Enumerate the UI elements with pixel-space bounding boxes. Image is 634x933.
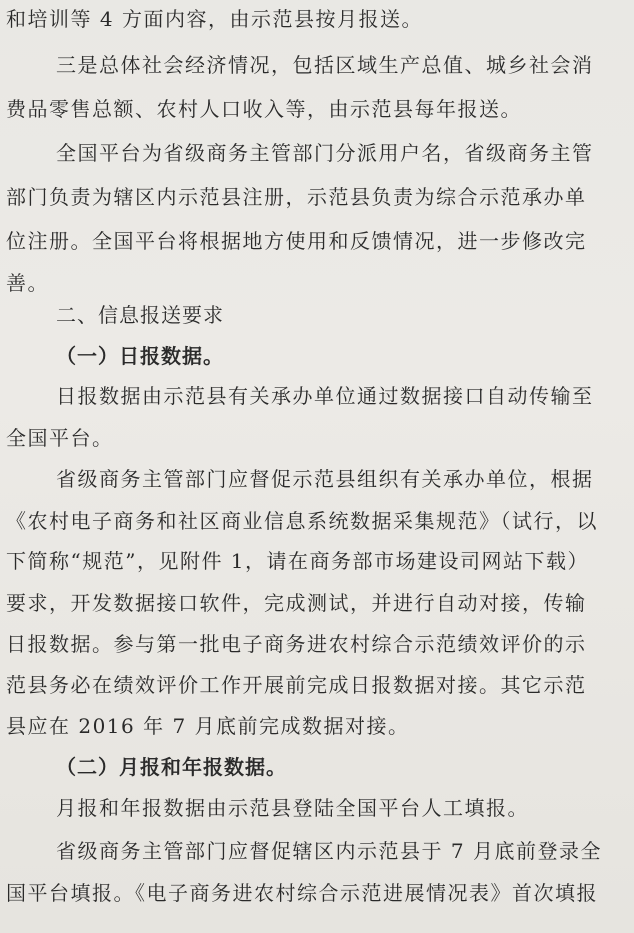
- text-line-2: 三是总体社会经济情况，包括区域生产总值、城乡社会消: [56, 53, 594, 77]
- text-line-3: 费品零售总额、农村人口收入等，由示范县每年报送。: [6, 97, 522, 121]
- text-line-14: 下简称“规范”，见附件 1，请在商务部市场建设司网站下载）: [6, 549, 590, 573]
- text-line-6: 位注册。全国平台将根据地方使用和反馈情况，进一步修改完: [6, 229, 587, 253]
- text-line-10: 日报数据由示范县有关承办单位通过数据接口自动传输至: [56, 384, 594, 408]
- text-line-7: 善。: [6, 271, 49, 295]
- text-line-13: 《农村电子商务和社区商业信息系统数据采集规范》（试行，以: [6, 509, 598, 533]
- text-line-22: 国平台填报。《电子商务进农村综合示范进展情况表》首次填报: [6, 881, 598, 905]
- text-line-16: 日报数据。参与第一批电子商务进农村综合示范绩效评价的示: [6, 632, 587, 656]
- text-line-20: 月报和年报数据由示范县登陆全国平台人工填报。: [56, 796, 529, 820]
- text-line-5: 部门负责为辖区内示范县注册，示范县负责为综合示范承办单: [6, 185, 587, 209]
- text-line-21: 省级商务主管部门应督促辖区内示范县于 7 月底前登录全: [56, 839, 602, 863]
- text-line-4: 全国平台为省级商务主管部门分派用户名，省级商务主管: [56, 141, 594, 165]
- text-line-12: 省级商务主管部门应督促示范县组织有关承办单位，根据: [56, 467, 594, 491]
- text-line-11: 全国平台。: [6, 426, 114, 450]
- subsection-heading-2: （二）月报和年报数据。: [56, 755, 287, 779]
- subsection-heading-1: （一）日报数据。: [56, 344, 224, 368]
- text-line-17: 范县务必在绩效评价工作开展前完成日报数据对接。其它示范: [6, 673, 587, 697]
- text-line-1: 和培训等 4 方面内容，由示范县按月报送。: [6, 7, 423, 31]
- text-line-18: 县应在 2016 年 7 月底前完成数据对接。: [6, 714, 410, 738]
- text-line-15: 要求，开发数据接口软件，完成测试，并进行自动对接，传输: [6, 591, 587, 615]
- section-heading-2: 二、信息报送要求: [56, 303, 224, 327]
